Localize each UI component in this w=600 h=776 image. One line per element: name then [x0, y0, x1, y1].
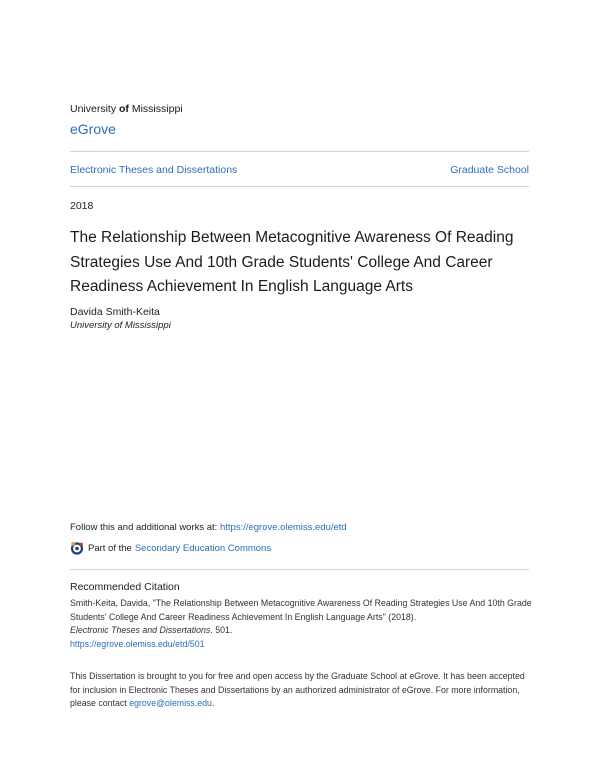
repository-link[interactable]: eGrove	[70, 121, 116, 137]
divider	[70, 151, 529, 152]
notice-end: .	[211, 698, 215, 709]
collection-link[interactable]: Electronic Theses and Dissertations	[70, 164, 238, 176]
publication-year: 2018	[70, 200, 94, 212]
contact-email-link[interactable]: egrove@olemiss.edu	[129, 698, 212, 709]
commons-link[interactable]: Secondary Education Commons	[134, 542, 272, 554]
institution-name: University of Mississippi	[70, 103, 183, 115]
author-name: Davida Smith-Keita	[70, 306, 160, 318]
notice-text: This Dissertation is brought to you for free and open access by the Graduate School at eGrove. It has been accepted for inclusion in Electronic Theses and Dissertations by an authorized administrator of eGrove. For more information, please contact	[70, 671, 525, 709]
author-affiliation: University of Mississippi	[70, 320, 171, 331]
citation-heading: Recommended Citation	[70, 581, 180, 593]
citation-url[interactable]: https://egrove.olemiss.edu/etd/501	[70, 638, 205, 649]
follow-line	[70, 522, 347, 533]
follow-link[interactable]: https://egrove.olemiss.edu/etd	[219, 522, 347, 533]
divider	[70, 186, 529, 187]
divider	[70, 569, 529, 570]
follow-text: Follow this and additional works at:	[70, 522, 220, 533]
citation-body	[70, 597, 532, 651]
network-logo-icon	[70, 541, 84, 555]
citation-series: Electronic Theses and Dissertations	[70, 625, 211, 636]
document-title: The Relationship Between Metacognitive Awareness Of Reading Strategies Use And 10th Grade Students' College And Career Readiness Achievement In English Language Arts	[70, 229, 514, 295]
citation-number: . 501.	[210, 625, 233, 636]
part-of-line	[70, 541, 271, 555]
department-link[interactable]: Graduate School	[450, 164, 529, 176]
part-of-text: Part of the	[88, 542, 132, 554]
access-notice	[70, 670, 532, 711]
citation-text: Smith-Keita, Davida, "The Relationship Between Metacognitive Awareness Of Reading Strategies Use And 10th Grade Students' College And Career Readiness Achievement In English Language Arts" (2018).	[70, 598, 532, 622]
